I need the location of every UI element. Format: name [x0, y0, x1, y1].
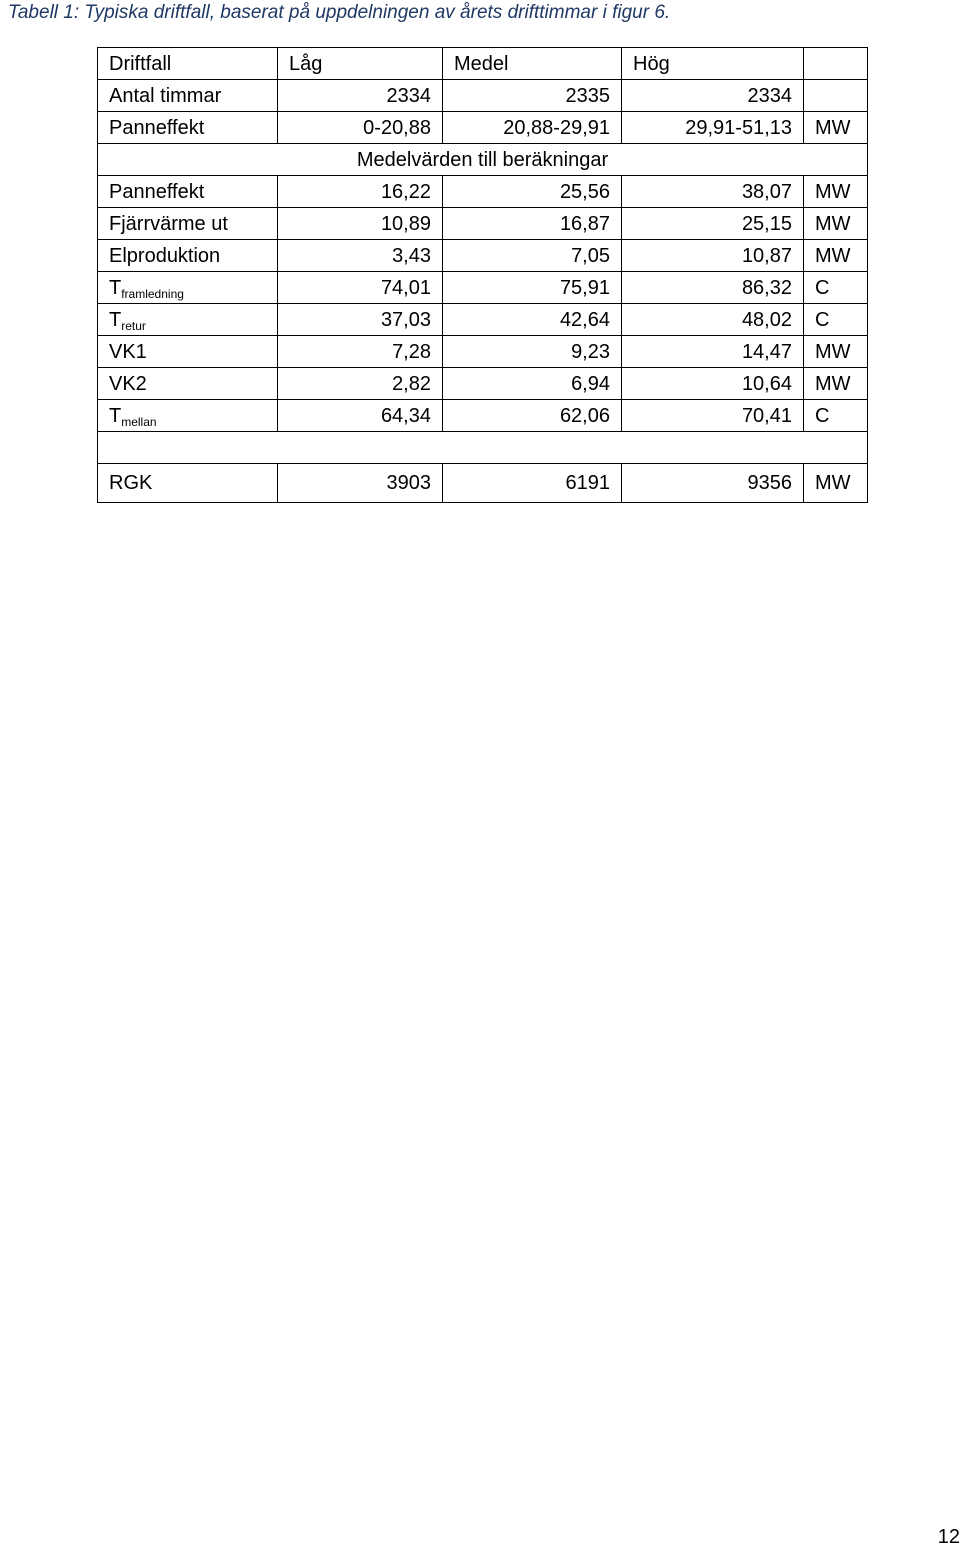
cell-unit: MW	[804, 112, 868, 144]
cell-low: 64,34	[278, 400, 443, 432]
cell-unit: MW	[804, 368, 868, 400]
cell-low: 16,22	[278, 176, 443, 208]
cell-unit: MW	[804, 176, 868, 208]
cell-unit: C	[804, 400, 868, 432]
table-row	[98, 464, 868, 503]
cell-unit: MW	[804, 336, 868, 368]
row-label-text: Elproduktion	[109, 244, 221, 267]
row-label-text: T	[109, 276, 122, 299]
row-label-text: T	[109, 404, 122, 427]
page-number: 12	[937, 1526, 960, 1548]
cell-medium: 20,88-29,91	[443, 112, 622, 144]
header-cell-low: Låg	[278, 48, 443, 80]
row-label-subscript: retur	[121, 318, 146, 333]
row-label	[98, 368, 278, 400]
row-label-text: Panneffekt	[109, 180, 205, 203]
cell-medium: 6,94	[443, 368, 622, 400]
operating-cases-table	[97, 47, 868, 503]
section-row	[98, 144, 868, 176]
cell-unit: MW	[804, 240, 868, 272]
cell-medium: 62,06	[443, 400, 622, 432]
cell-medium: 75,91	[443, 272, 622, 304]
cell-medium: 42,64	[443, 304, 622, 336]
cell-low: 2334	[278, 80, 443, 112]
cell-medium: 2335	[443, 80, 622, 112]
row-label-text: Panneffekt	[109, 116, 205, 139]
table-row	[98, 240, 868, 272]
table-row	[98, 80, 868, 112]
row-label	[98, 208, 278, 240]
cell-unit: MW	[804, 464, 868, 503]
row-label-subscript: framledning	[121, 286, 184, 301]
table-row	[98, 368, 868, 400]
cell-low: 3,43	[278, 240, 443, 272]
cell-high: 2334	[622, 80, 804, 112]
row-label	[98, 336, 278, 368]
row-label	[98, 80, 278, 112]
cell-high: 48,02	[622, 304, 804, 336]
row-label	[98, 176, 278, 208]
cell-low: 74,01	[278, 272, 443, 304]
header-cell-medium: Medel	[443, 48, 622, 80]
empty-row	[98, 432, 868, 464]
row-label-text: VK2	[109, 372, 147, 395]
row-label	[98, 400, 278, 432]
cell-high: 10,64	[622, 368, 804, 400]
cell-high: 29,91-51,13	[622, 112, 804, 144]
table-row	[98, 112, 868, 144]
cell-high: 38,07	[622, 176, 804, 208]
cell-high: 86,32	[622, 272, 804, 304]
cell-unit	[804, 80, 868, 112]
cell-high: 70,41	[622, 400, 804, 432]
cell-medium: 25,56	[443, 176, 622, 208]
row-label-subscript: mellan	[121, 414, 157, 429]
table-row	[98, 176, 868, 208]
cell-low: 3903	[278, 464, 443, 503]
row-label	[98, 112, 278, 144]
row-label	[98, 272, 278, 304]
cell-high: 25,15	[622, 208, 804, 240]
row-label-text: Fjärrvärme ut	[109, 212, 228, 235]
cell-low: 10,89	[278, 208, 443, 240]
row-label-text: T	[109, 308, 122, 331]
table-header-row	[98, 48, 868, 80]
cell-high: 10,87	[622, 240, 804, 272]
table-caption: Tabell 1: Typiska driftfall, baserat på uppdelningen av årets drifttimmar i figur 6.	[8, 2, 671, 23]
cell-low: 0-20,88	[278, 112, 443, 144]
cell-low: 7,28	[278, 336, 443, 368]
cell-unit: MW	[804, 208, 868, 240]
header-cell-unit	[804, 48, 868, 80]
header-cell-driftfall: Driftfall	[98, 48, 278, 80]
cell-low: 37,03	[278, 304, 443, 336]
table-row	[98, 272, 868, 304]
row-label	[98, 240, 278, 272]
row-label-text: RGK	[109, 472, 153, 494]
table-row	[98, 400, 868, 432]
row-label-text: VK1	[109, 340, 147, 363]
table-row	[98, 336, 868, 368]
cell-high: 14,47	[622, 336, 804, 368]
cell-high: 9356	[622, 464, 804, 503]
row-label	[98, 304, 278, 336]
cell-medium: 6191	[443, 464, 622, 503]
table-row	[98, 304, 868, 336]
row-label	[98, 464, 278, 503]
table-row	[98, 208, 868, 240]
empty-cell	[98, 432, 868, 464]
cell-low: 2,82	[278, 368, 443, 400]
section-title: Medelvärden till beräkningar	[98, 144, 868, 176]
cell-medium: 16,87	[443, 208, 622, 240]
cell-unit: C	[804, 304, 868, 336]
header-cell-high: Hög	[622, 48, 804, 80]
cell-medium: 7,05	[443, 240, 622, 272]
cell-unit: C	[804, 272, 868, 304]
cell-medium: 9,23	[443, 336, 622, 368]
row-label-text: Antal timmar	[109, 84, 222, 107]
